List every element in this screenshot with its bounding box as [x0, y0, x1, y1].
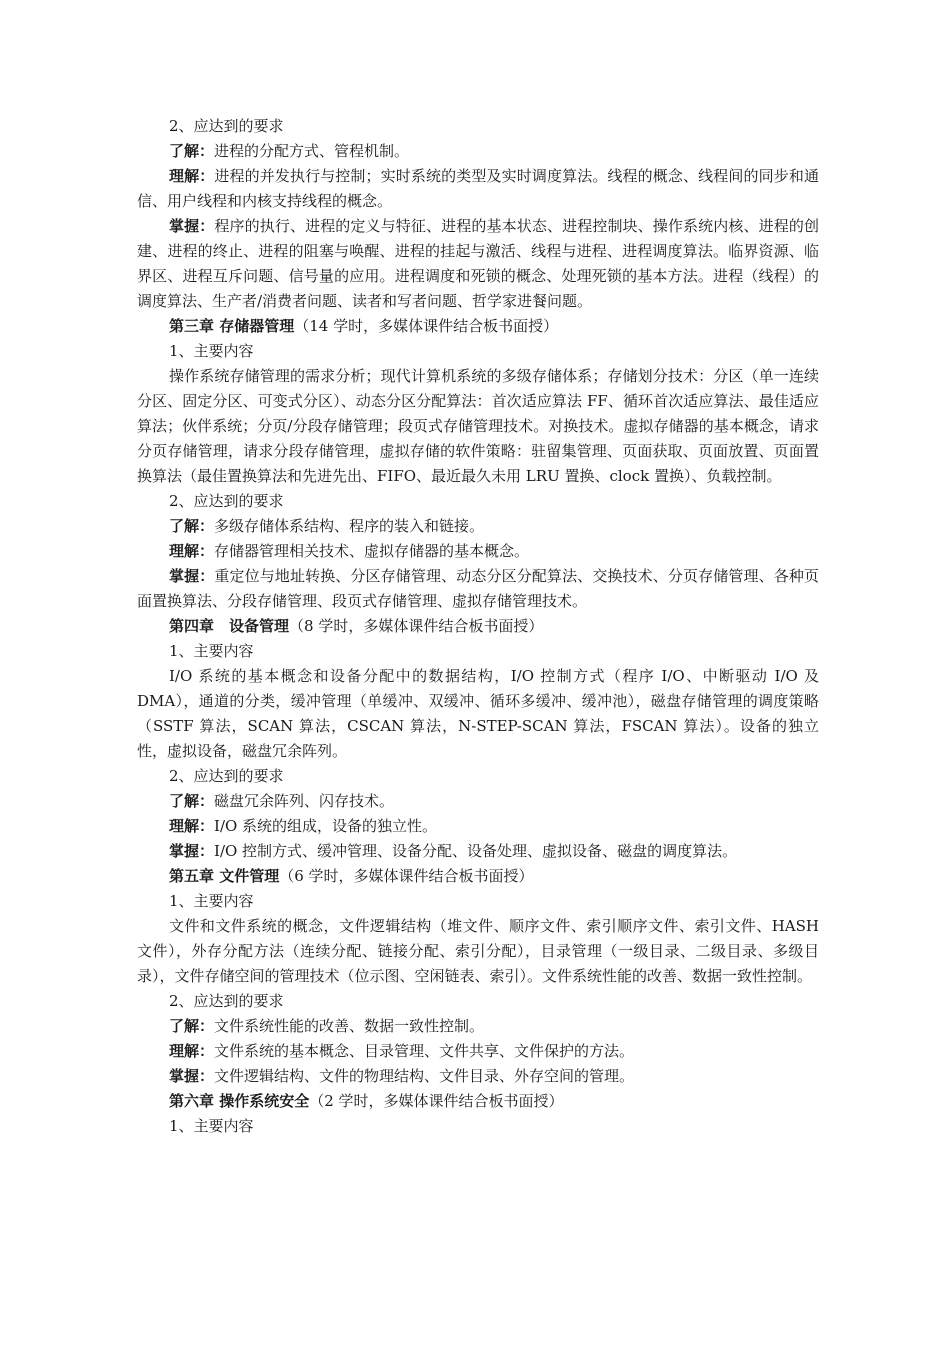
chapter-6-heading: 第六章 操作系统安全（2 学时，多媒体课件结合板书面授） — [169, 1092, 564, 1110]
know-item: 了解：磁盘冗余阵列、闪存技术。 — [169, 792, 395, 810]
main-content-heading: 1、主要内容 — [169, 642, 254, 660]
chapter-5-heading: 第五章 文件管理（6 学时，多媒体课件结合板书面授） — [169, 867, 534, 885]
master-item: 掌握：程序的执行、进程的定义与特征、进程的基本状态、进程控制块、操作系统内核、进程的创建、进程的终止、进程的阻塞与唤醒、进程的挂起与激活、线程与进程、进程调度算法。临界资源、临界区、进程互斥问题、信号量的应用。进程调度和死锁的概念、处理死锁的基本方法。进程（线程）的调度算法、生产者/消费者问题、读者和写者问题、哲学家进餐问题。 — [137, 217, 819, 310]
master-item: 掌握：文件逻辑结构、文件的物理结构、文件目录、外存空间的管理。 — [169, 1067, 635, 1085]
main-content-heading: 1、主要内容 — [169, 1117, 254, 1135]
requirements-heading: 2、应达到的要求 — [169, 117, 284, 135]
know-item: 了解：进程的分配方式、管程机制。 — [169, 142, 410, 160]
chapter-3-heading: 第三章 存储器管理（14 学时，多媒体课件结合板书面授） — [169, 317, 559, 335]
understand-item: 理解：文件系统的基本概念、目录管理、文件共享、文件保护的方法。 — [169, 1042, 635, 1060]
requirements-heading: 2、应达到的要求 — [169, 767, 284, 785]
master-item: 掌握：I/O 控制方式、缓冲管理、设备分配、设备处理、虚拟设备、磁盘的调度算法。 — [169, 842, 738, 860]
chapter-4-content: I/O 系统的基本概念和设备分配中的数据结构，I/O 控制方式（程序 I/O、中断驱动 I/O 及 DMA），通道的分类，缓冲管理（单缓冲、双缓冲、循环多缓冲、缓冲池），磁盘存储管理的调度策略（SSTF 算法，SCAN 算法，CSCAN 算法，N-STEP-SCAN 算法，FSCAN 算法）。设备的独立性，虚拟设备，磁盘冗余阵列。 — [137, 667, 819, 760]
know-item: 了解：多级存储体系结构、程序的装入和链接。 — [169, 517, 485, 535]
main-content-heading: 1、主要内容 — [169, 342, 254, 360]
know-item: 了解：文件系统性能的改善、数据一致性控制。 — [169, 1017, 485, 1035]
understand-item: 理解：进程的并发执行与控制；实时系统的类型及实时调度算法。线程的概念、线程间的同步和通信、用户线程和内核支持线程的概念。 — [137, 167, 819, 210]
chapter-4-heading: 第四章 设备管理（8 学时，多媒体课件结合板书面授） — [169, 617, 544, 635]
master-item: 掌握：重定位与地址转换、分区存储管理、动态分区分配算法、交换技术、分页存储管理、各种页面置换算法、分段存储管理、段页式存储管理、虚拟存储管理技术。 — [137, 567, 819, 610]
requirements-heading: 2、应达到的要求 — [169, 992, 284, 1010]
understand-item: 理解：I/O 系统的组成，设备的独立性。 — [169, 817, 438, 835]
document-page — [137, 114, 819, 1139]
chapter-5-content: 文件和文件系统的概念，文件逻辑结构（堆文件、顺序文件、索引顺序文件、索引文件、HASH 文件），外存分配方法（连续分配、链接分配、索引分配），目录管理（一级目录、二级目录、多级目录），文件存储空间的管理技术（位示图、空闲链表、索引）。文件系统性能的改善、数据一致性控制。 — [137, 917, 819, 985]
requirements-heading: 2、应达到的要求 — [169, 492, 284, 510]
main-content-heading: 1、主要内容 — [169, 892, 254, 910]
understand-item: 理解：存储器管理相关技术、虚拟存储器的基本概念。 — [169, 542, 530, 560]
chapter-3-content: 操作系统存储管理的需求分析；现代计算机系统的多级存储体系；存储划分技术：分区（单一连续分区、固定分区、可变式分区）、动态分区分配算法：首次适应算法 FF、循环首次适应算法、最佳适应算法；伙伴系统；分页/分段存储管理；段页式存储管理技术。对换技术。虚拟存储器的基本概念，请求分页存储管理，请求分段存储管理，虚拟存储的软件策略：驻留集管理、页面获取、页面放置、页面置换算法（最佳置换算法和先进先出、FIFO、最近最久未用 LRU 置换、clock 置换）、负载控制。 — [137, 367, 819, 485]
